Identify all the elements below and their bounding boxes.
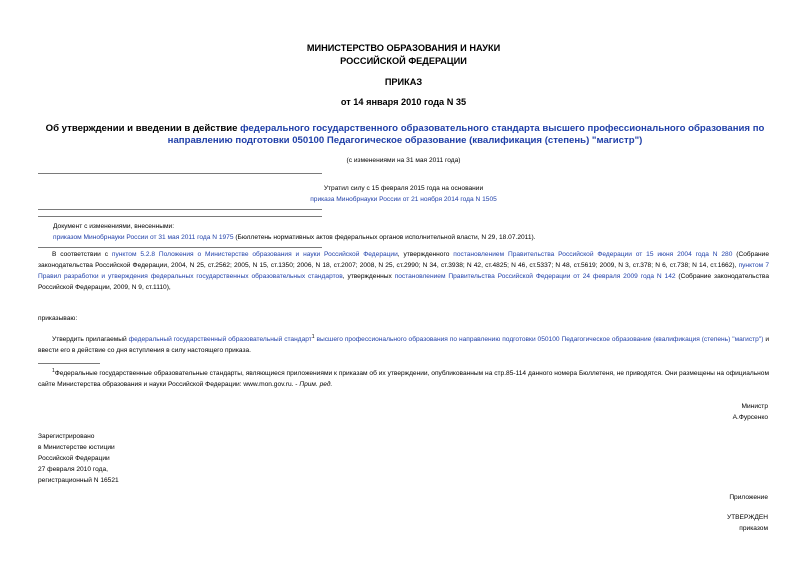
basis-text: (Собрание законодательства Российской Федерации, 2009, N 9, ст.1110), [38, 273, 769, 291]
registration-line: регистрационный N 16521 [38, 477, 119, 484]
footnote-mark: 1 [311, 334, 315, 340]
title-standard-link[interactable]: федерального государственного образовательного стандарта высшего профессионального образования по направлению подготовки 050100 Педагогическое образование (квалификация (степень) "магистр") [167, 123, 765, 146]
divider [38, 173, 322, 174]
amendment-note: (с изменениями на 31 мая 2011 года) [346, 157, 461, 164]
doc-date-number: от 14 января 2010 года N 35 [340, 97, 467, 107]
doc-type: ПРИКАЗ [384, 77, 423, 87]
footnote-text [38, 366, 769, 390]
regulation-link[interactable]: пунктом 5.2.8 Положения о Министерстве образования и науки Российской Федерации [111, 251, 398, 258]
standard-link[interactable]: федеральный государственный образовательный стандарт [128, 336, 312, 344]
registration-line: 27 февраля 2010 года, [38, 466, 108, 473]
footnote-divider [38, 363, 100, 364]
divider [38, 247, 322, 248]
resolution-280-link[interactable]: постановлением Правительства Российской Федерации от 15 июня 2004 года N 280 [453, 251, 733, 258]
signature-role: Министр [741, 403, 768, 410]
registration-line: Российской Федерации [38, 455, 110, 462]
ministry-line-1: МИНИСТЕРСТВО ОБРАЗОВАНИЯ И НАУКИ [306, 43, 501, 53]
approved-label: УТВЕРЖДЕН [726, 514, 768, 521]
footnote-mark: 1 [52, 368, 55, 374]
changes-row [53, 232, 773, 243]
ministry-line-2: РОССИЙСКОЙ ФЕДЕРАЦИИ [340, 56, 467, 66]
resolution-142-link[interactable]: постановлением Правительства Российской Федерации от 24 февраля 2009 года N 142 [394, 273, 676, 280]
basis-text: , утвержденного [397, 251, 454, 258]
expired-line: Утратил силу с 15 февраля 2015 года на основании [323, 185, 484, 192]
appendix-label: Приложение [729, 494, 768, 501]
approve-text: Утвердить прилагаемый [52, 336, 129, 344]
rules-link[interactable]: пунктом 7 Правил разработки и утверждения федеральных государственных образовательных стандартов [38, 262, 769, 280]
expired-link-row [0, 194, 807, 205]
approve-text: и ввести его в действие со дня вступления в силу настоящего приказа. [38, 336, 769, 355]
divider [38, 216, 322, 217]
changes-suffix: (Бюллетень нормативных актов федеральных органов исполнительной власти, N 29, 18.07.2011). [233, 234, 536, 241]
footnote-body: Федеральные государственные образовательные стандарты, являющиеся приложениями к приказам об их утверждении, опубликованным на стр.85-114 данного номера Бюллетеня, не приводятся. Они размещены на официальном сайте Министерства образования и науки Российской Федерации: www.mon.gov.ru. - [38, 370, 769, 389]
registration-line: Зарегистрировано [38, 433, 95, 440]
basis-text: , утвержденных [342, 273, 395, 280]
basis-text: В соответствии с [52, 251, 112, 258]
registration-line: в Министерстве юстиции [38, 444, 115, 451]
footnote-editor-note: Прим. ред. [299, 381, 333, 389]
registration-block [38, 431, 119, 486]
standard-direction-link[interactable]: высшего профессионального образования по направлению подготовки 050100 Педагогическое образование (квалификация (степень) "магистр") [314, 336, 764, 344]
doc-title [30, 123, 780, 147]
by-order-label: приказом [739, 525, 768, 532]
expired-order-link[interactable]: приказа Минобрнауки России от 21 ноября 2014 года N 1505 [310, 196, 497, 203]
approve-paragraph [38, 332, 769, 356]
divider [38, 209, 322, 210]
changes-label: Документ с изменениями, внесенными: [53, 223, 175, 230]
title-prefix: Об утверждении и введении в действие [45, 123, 241, 134]
order-word: приказываю: [38, 315, 78, 322]
changes-order-link[interactable]: приказом Минобрнауки России от 31 мая 2011 года N 1975 [53, 234, 234, 241]
basis-text: (Собрание законодательства Российской Федерации, 2004, N 25, ст.2562; 2005, N 15, ст.1350; 2006, N 18, ст.2007; 2008, N 25, ст.2990; N 34, ст.3938; N 42, ст.4825; N 46, ст.5337; N 48, ст.5619; 2009, N 3, ст.378; N 6, ст.738; N 14, ст.1662), [38, 251, 769, 269]
basis-paragraph [38, 249, 769, 293]
signature-name: А.Фурсенко [732, 414, 768, 421]
